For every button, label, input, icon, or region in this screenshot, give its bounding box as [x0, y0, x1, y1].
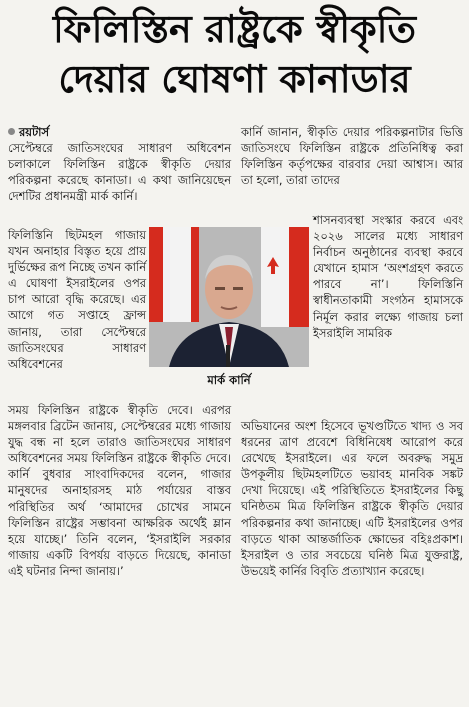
photo-mark-carney	[149, 227, 309, 367]
paragraph-intro: সেপ্টেম্বরে জাতিসংঘের সাধারণ অধিবেশন চলাকালে ফিলিস্তিন রাষ্ট্রকে স্বীকৃতি দেয়ার পরিকল্পনা করেছে কানাডা। এ কথা জানিয়েছেন দেশটির প্রধানমন্ত্রী মার্ক কার্নি।	[8, 141, 231, 204]
byline: রয়টার্স	[19, 125, 50, 139]
article-column-right-top: কার্নি জানান, স্বীকৃতি দেয়ার পরিকল্পনাটার ভিত্তি জাতিসংঘে ফিলিস্তিন রাষ্ট্রকে প্রতিনিধিত্ব করা ফিলিস্তিন কর্তৃপক্ষের বারবার দেয়া আশ্বাস। আর তা হলো, তারা তাদের	[241, 125, 463, 188]
article-column-left-bottom: সময় ফিলিস্তিন রাষ্ট্রকে স্বীকৃতি দেবে। এরপর মঙ্গলবার ব্রিটেন জানায়, সেপ্টেম্বরের মধ্যে গাজায় যুদ্ধ বন্ধ না হলে তারাও জাতিসংঘের সাধারণ অধিবেশনের সময় ফিলিস্তিন রাষ্ট্রকে স্বীকৃতি দেবে। কার্নি বুধবার সাংবাদিকদের বলেন, গাজার মানুষদের অনাহারসহ মাঠ পর্যায়ের বাস্তব পরিস্থিতির অর্থ ‘আমাদের চোখের সামনে ফিলিস্তিন রাষ্ট্রের সম্ভাবনা আক্ষরিক অর্থেই ম্লান হয়ে যাচ্ছে।’ তিনি বলেন, ‘ইসরাইলি সরকার গাজায় একটি বিপর্যয় বাড়তে দিয়েছে, কানাডা এই ঘটনার নিন্দা জানায়।’	[8, 403, 231, 578]
article-column-left-top	[8, 124, 231, 204]
article-wrap-right: শাসনব্যবস্থা সংস্কার করবে এবং ২০২৬ সালের মধ্যে সাধারণ নির্বাচন অনুষ্ঠানের ব্যবস্থা করবে যেখানে হামাস ‘অংশগ্রহণ করতে পারবে না’। ফিলিস্তিনি স্বাধীনতাকামী সংগঠন হামাসকে নির্মূল করার লক্ষ্যে গাজায় চলা ইসরাইলি সামরিক	[313, 213, 463, 340]
headline-line-1: ফিলিস্তিন রাষ্ট্রকে স্বীকৃতি	[52, 7, 417, 51]
bullet-icon	[8, 128, 15, 135]
article-column-right-bottom: অভিযানের অংশ হিসেবে ভূখণ্ডটিতে খাদ্য ও সব ধরনের ত্রাণ প্রবেশে বিধিনিষেধ আরোপ করে রেখেছে ইসরাইলে। এর ফলে অবরুদ্ধ সমুদ্র উপকূলীয় ছিটমহলটিতে ভয়াবহ মানবিক সঙ্কট দেখা দিয়েছে। এই পরিস্থিতিতে ইসরাইলের কিছু ঘনিষ্ঠতম মিত্র ফিলিস্তিন রাষ্ট্রকে স্বীকৃতি দেয়ার পরিকল্পনার কথা জানাচ্ছে। এটি ইসরাইলের ওপর বাড়তে থাকা আন্তর্জাতিক ক্ষোভের বহিঃপ্রকাশ। ইসরাইল ও তার সবচেয়ে ঘনিষ্ঠ মিত্র যুক্তরাষ্ট্র, উভয়েই কার্নির বিবৃতি প্রত্যাখ্যান করেছে।	[241, 419, 463, 578]
headline	[0, 4, 469, 104]
photo-caption: মার্ক কার্নি	[207, 373, 251, 387]
article-wrap-left: ফিলিস্তিনি ছিটমহল গাজায় যখন অনাহার বিস্তৃত হয়ে প্রায় দুর্ভিক্ষের রূপ নিচ্ছে তখন কার্নি এ ঘোষণা ইসরাইলের ওপর চাপ আরো বৃদ্ধি করেছে। এর আগে গত সপ্তাহে ফ্রান্স জানায়, তারা সেপ্টেম্বরে জাতিসংঘের সাধারণ অধিবেশনের	[8, 228, 146, 371]
headline-line-2: দেয়ার ঘোষণা কানাডার	[58, 57, 411, 101]
